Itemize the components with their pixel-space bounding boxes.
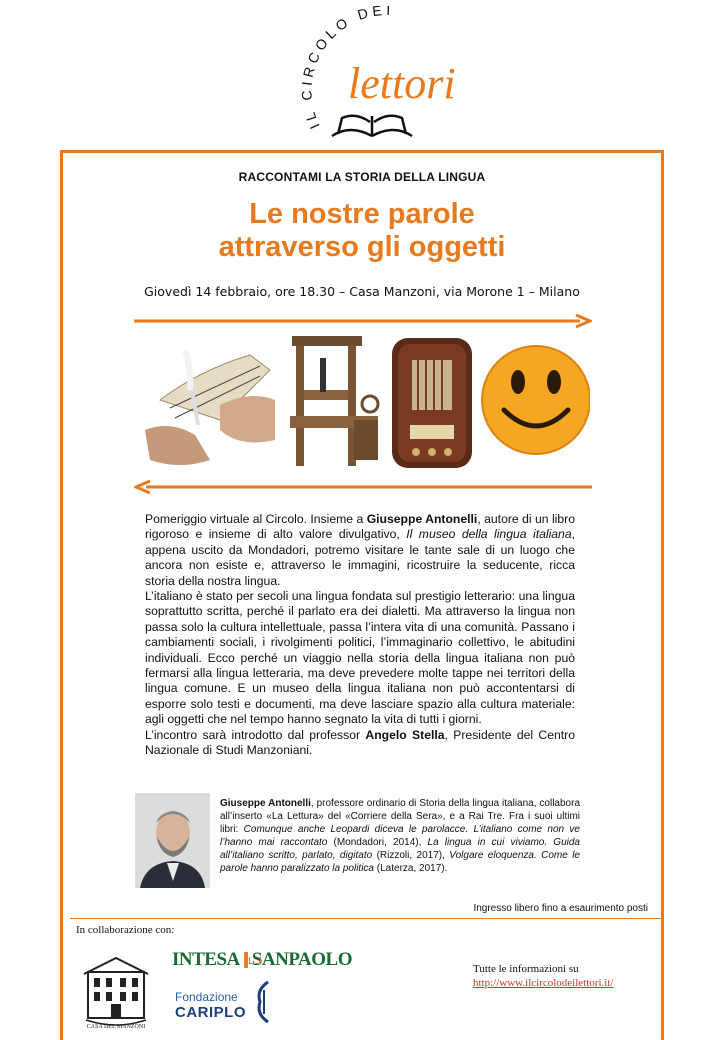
description-paragraph-3: L’incontro sarà introdotto dal professor Angelo Stella, Presidente del Centro Nazionale di Studi Manzoniani.	[145, 727, 575, 758]
open-book-icon	[332, 116, 412, 136]
author-bio: Giuseppe Antonelli, professore ordinario di Storia della lingua italiana, collabora all’inserto «La Lettura» del «Corriere della Sera», e a Rai Tre. Fra i suoi ultimi libri: Comunque anche Leopardi diceva le parolacce. L’italiano come non ve l’hanno mai raccontato (Mondadori, 2014), La lingua in cui viviamo. Guida all’italiano scritto, parlato, digitato (Rizzoli, 2017), Volgare eloquenza. Come le parole hanno paralizzato la politica (Laterza, 2017).	[220, 798, 581, 874]
event-title	[60, 198, 664, 264]
arrow-left-icon	[134, 479, 592, 493]
logo-wordmark: lettori	[348, 59, 456, 108]
objects-image-strip	[140, 330, 590, 475]
event-title-line-2: attraverso gli oggetti	[218, 231, 506, 263]
casa-manzoni-logo	[80, 950, 152, 1030]
info-block	[473, 962, 613, 990]
casa-manzoni-text: CASA DEL MANZONI	[86, 1024, 146, 1030]
bio-author-name: Giuseppe Antonelli	[220, 798, 311, 809]
vintage-radio-icon	[392, 338, 472, 468]
cariplo-line-2: CARIPLO	[175, 1004, 246, 1021]
book-title: Il museo della lingua italiana	[406, 527, 572, 542]
intesa-sanpaolo-logo	[172, 948, 352, 972]
collaboration-label: In collaborazione con:	[76, 924, 175, 936]
hands-writing-quill-icon	[140, 330, 278, 475]
logo-arc-text: IL CIRCOLO DEI	[298, 6, 395, 132]
intesa-mark-icon	[244, 952, 248, 968]
info-label: Tutte le informazioni su	[473, 963, 579, 975]
divider	[70, 918, 664, 919]
cariplo-line-1: Fondazione	[175, 990, 238, 1004]
printing-press-icon	[280, 330, 385, 475]
website-link[interactable]: http://www.ilcircolodeilettori.it/	[473, 977, 614, 989]
description-paragraph-2: L’italiano è stato per secoli una lingua fondata sul prestigio letterario: una lingua soprattutto scritta, perché il parlato era dei dialetti. Ma attraverso la lingua non passa solo la cultura intellettuale, passa l’intera vita di una comunità. Passano i cambiamenti sociali, i rivolgimenti politici, l’immaginario collettivo, le abitudini individuali. Ecco perché un viaggio nella storia della lingua italiana non può fermarsi alla lingua letteraria, ma deve prevedere molte tappe nei territori della lingua comune. E un museo della lingua italiana non può accontentarsi di esporre solo testi e documenti, ma deve lasciare spazio alla cultura materiale: agli oggetti che nel tempo hanno segnato la vita di tutti i giorni.	[145, 589, 575, 727]
author-name: Giuseppe Antonelli	[366, 512, 478, 526]
intesa-text: INTESA	[172, 949, 240, 970]
author-photo	[135, 793, 210, 888]
circolo-lettori-logo	[290, 6, 470, 146]
sanpaolo-text: SANPAOLO	[251, 949, 352, 970]
arrow-right-icon	[134, 313, 592, 327]
event-description	[145, 512, 575, 759]
description-paragraph-1: Pomeriggio virtuale al Circolo. Insieme a Giuseppe Antonelli, autore di un libro rigoroso e insieme di alto valore divulgativo, Il museo della lingua italiana, appena uscito da Mondadori, potremo visitare le tante sale di un luogo che ancora non esiste e, attraverso le immagini, ricostruire la seducente, ricca storia della nostra lingua.	[145, 512, 576, 588]
introducer-name: Angelo Stella	[365, 727, 445, 742]
event-kicker: RACCONTAMI LA STORIA DELLA LINGUA	[238, 170, 486, 184]
event-title-line-1: Le nostre parole	[249, 198, 475, 230]
event-datetime: Giovedì 14 febbraio, ore 18.30 – Casa Manzoni, via Morone 1 – Milano	[144, 284, 580, 299]
cariplo-mark-icon	[252, 980, 276, 1024]
smiley-icon	[482, 346, 590, 454]
entry-note: Ingresso libero fino a esaurimento posti	[473, 903, 648, 914]
